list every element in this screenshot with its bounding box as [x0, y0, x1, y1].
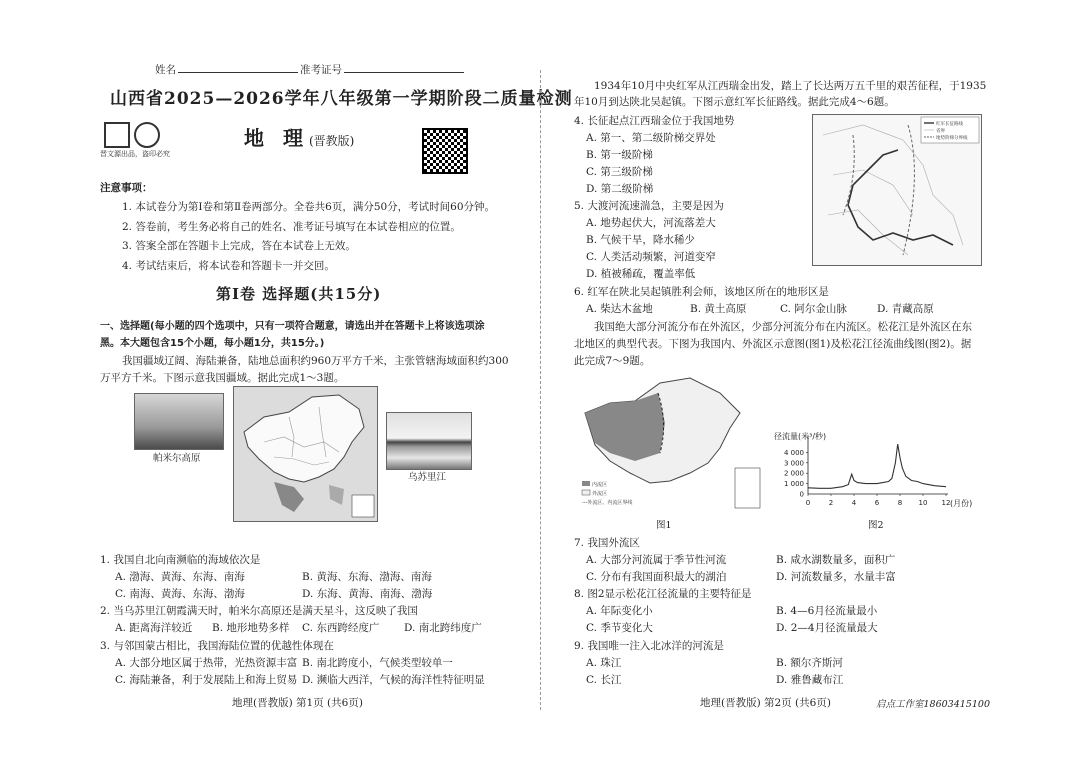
answer-option[interactable]: D. 雅鲁藏布江 — [776, 674, 844, 686]
x-tick-label: 2 — [828, 499, 834, 507]
answer-option[interactable]: B. 第一级阶梯 — [586, 149, 653, 161]
answer-option[interactable]: D. 2—4月径流量最大 — [776, 622, 878, 634]
answer-option[interactable]: A. 大部分河流属于季节性河流 — [586, 554, 727, 566]
y-tick-label: 3 000 — [783, 459, 804, 468]
intro-line: 万平方千米。下图示意我国疆域。据此完成1～3题。 — [100, 372, 345, 384]
seal-logo-icon — [134, 122, 160, 148]
name-field — [155, 62, 466, 77]
answer-option[interactable]: B. 额尔齐斯河 — [776, 657, 843, 669]
answer-option[interactable]: A. 柴达木盆地 — [586, 303, 653, 315]
answer-option[interactable]: C. 第三级阶梯 — [586, 166, 653, 178]
answer-option[interactable]: D. 东海、黄海、南海、渤海 — [302, 588, 433, 600]
intro-line: 1934年10月中央红军从江西瑞金出发，踏上了长达两万五千里的艰苦征程，于1935 — [594, 80, 987, 92]
question-stem: 7. 我国外流区 — [574, 537, 640, 549]
page-footer: 地理(晋教版) 第2页 (共6页) — [700, 697, 831, 709]
notice-item: 3. 答案全部在答题卡上完成，答在本试卷上无效。 — [122, 240, 356, 252]
answer-option[interactable]: B. 咸水湖数量多，面积广 — [776, 554, 896, 566]
question-stem: 3. 与邻国蒙古相比，我国海陆位置的优越性体现在 — [100, 640, 334, 652]
answer-option[interactable]: C. 东西跨经度广 — [302, 622, 380, 634]
answer-option[interactable]: C. 季节变化大 — [586, 622, 653, 634]
fig1-caption: 图1 — [656, 520, 672, 531]
question-stem: 5. 大渡河流速湍急，主要是因为 — [574, 200, 724, 212]
question-stem: 1. 我国自北向南濒临的海域依次是 — [100, 554, 261, 566]
section-title: 第Ⅰ卷 选择题(共15分) — [216, 285, 382, 303]
instruction-line: 一、选择题(每小题的四个选项中，只有一项符合题意，请选出并在答题卡上将该选项涂 — [100, 321, 485, 332]
x-tick-label: 12 — [941, 499, 951, 507]
runoff-series-line — [808, 444, 946, 488]
subject-name: 地 理 — [244, 126, 309, 150]
answer-option[interactable]: A. 大部分地区属于热带，光热资源丰富 — [115, 657, 298, 669]
answer-option[interactable]: A. 地势起伏大，河流落差大 — [586, 217, 716, 229]
answer-option[interactable]: B. 4—6月径流量最小 — [776, 605, 878, 617]
answer-option[interactable]: D. 第二级阶梯 — [586, 183, 654, 195]
ussuri-photo — [386, 412, 472, 470]
answer-option[interactable]: B. 气候干旱，降水稀少 — [586, 234, 695, 246]
answer-option[interactable]: B. 地形地势多样 — [212, 622, 290, 634]
answer-option[interactable]: C. 阿尔金山脉 — [780, 303, 847, 315]
edition-label: (晋教版) — [308, 134, 355, 148]
drainage-map — [580, 373, 765, 513]
fig1-legend-label: 内流区 — [592, 482, 608, 488]
notice-item: 1. 本试卷分为第Ⅰ卷和第Ⅱ卷两部分。全卷共6页，满分50分，考试时间60分钟。 — [122, 201, 496, 213]
answer-option[interactable]: B. 黄土高原 — [690, 303, 747, 315]
notice-item: 2. 答卷前，考生务必将自己的姓名、准考证号填写在本试卷相应的位置。 — [122, 221, 461, 233]
x-tick-label: 8 — [897, 499, 903, 507]
map-legend-label: 红军长征路线 — [936, 122, 963, 127]
fig1-legend-label: ---外流区、内流区界线 — [582, 500, 633, 506]
notice-title: 注意事项： — [100, 182, 153, 194]
answer-option[interactable]: C. 长江 — [586, 674, 622, 686]
chart-ylabel: 径流量(米³/秒) — [774, 432, 827, 441]
intro-line: 此完成7～9题。 — [574, 355, 651, 367]
x-tick-label: 0 — [805, 499, 811, 507]
fig1-legend-label: 外流区 — [592, 491, 608, 497]
exam-id-label: 准考证号 — [300, 64, 342, 76]
answer-option[interactable]: D. 河流数量多，水量丰富 — [776, 571, 896, 583]
question-stem: 6. 红军在陕北吴起镇胜利会师，该地区所在的地形区是 — [574, 286, 829, 298]
name-blank — [178, 62, 298, 73]
answer-option[interactable]: D. 植被稀疏，覆盖率低 — [586, 268, 696, 280]
publisher-logo-icon — [104, 122, 130, 148]
intro-line: 我国绝大部分河流分布在外流区，少部分河流分布在内流区。松花江是外流区在东 — [594, 321, 972, 333]
x-tick-label: 10 — [918, 499, 928, 507]
answer-option[interactable]: C. 人类活动频繁，河道变窄 — [586, 251, 716, 263]
question-stem: 8. 图2显示松花江径流量的主要特征是 — [574, 588, 752, 600]
question-stem: 9. 我国唯一注入北冰洋的河流是 — [574, 640, 724, 652]
map-legend-label: 省界 — [936, 129, 945, 134]
chart-xlabel: (月份) — [950, 499, 973, 508]
qr-code-icon[interactable] — [422, 128, 468, 174]
answer-option[interactable]: C. 南海、黄海、东海、渤海 — [115, 588, 245, 600]
chart-axes — [784, 436, 951, 507]
answer-option[interactable]: D. 濒临大西洋，气候的海洋性特征明显 — [302, 674, 485, 686]
pamir-photo — [134, 393, 224, 450]
answer-option[interactable]: C. 分布有我国面积最大的湖泊 — [586, 571, 727, 583]
map-legend-label: 地势阶梯分界线 — [936, 136, 968, 141]
intro-line: 年10月到达陕北吴起镇。下图示意红军长征路线。据此完成4～6题。 — [574, 96, 895, 108]
answer-option[interactable]: D. 青藏高原 — [877, 303, 934, 315]
y-tick-label: 2 000 — [783, 469, 804, 478]
x-tick-label: 6 — [874, 499, 880, 507]
logo-caption: 晋文源出品，盗印必究 — [100, 150, 170, 158]
x-tick-label: 4 — [851, 499, 857, 507]
y-tick-label: 4 000 — [783, 448, 804, 457]
answer-option[interactable]: B. 黄海、东海、渤海、南海 — [302, 571, 432, 583]
long-march-map — [812, 114, 982, 266]
china-territory-map — [233, 386, 378, 522]
answer-option[interactable]: A. 珠江 — [586, 657, 622, 669]
exam-id-blank — [344, 62, 464, 73]
answer-option[interactable]: B. 南北跨度小，气候类型较单一 — [302, 657, 453, 669]
y-tick-label: 1 000 — [783, 480, 804, 489]
page-2 — [540, 0, 1080, 764]
answer-option[interactable]: C. 海陆兼备，利于发展陆上和海上贸易 — [115, 674, 298, 686]
instruction-line: 黑。本大题包含15个小题，每小题1分，共15分。) — [100, 338, 325, 349]
page-footer: 地理(晋教版) 第1页 (共6页) — [232, 697, 363, 709]
answer-option[interactable]: A. 距离海洋较近 — [115, 622, 193, 634]
runoff-chart — [768, 428, 988, 518]
exam-title: 山西省2025—2026学年八年级第一学期阶段二质量检测 — [110, 89, 573, 109]
pamir-caption: 帕米尔高原 — [153, 453, 201, 464]
intro-line: 我国疆域辽阔、海陆兼备，陆地总面积约960万平方千米，主张管辖海域面积约300 — [122, 355, 509, 367]
intro-line: 北地区的典型代表。下图为我国内、外流区示意图(图1)及松花江径流曲线图(图2)。据 — [574, 338, 972, 350]
notice-item: 4. 考试结束后，将本试卷和答题卡一并交回。 — [122, 260, 335, 272]
y-tick-label: 0 — [799, 490, 804, 499]
fig2-caption: 图2 — [868, 520, 884, 531]
question-stem: 2. 当乌苏里江朝霞满天时，帕米尔高原还是满天星斗，这反映了我国 — [100, 605, 418, 617]
answer-option[interactable]: A. 第一、第二级阶梯交界处 — [586, 132, 716, 144]
ussuri-caption: 乌苏里江 — [408, 472, 447, 483]
answer-option[interactable]: A. 年际变化小 — [586, 605, 653, 617]
subject-title — [244, 126, 355, 150]
footer-right: 启点工作室18603415100 — [876, 699, 990, 710]
name-label: 姓名 — [155, 64, 176, 76]
answer-option[interactable]: A. 渤海、黄海、东海、南海 — [115, 571, 245, 583]
question-stem: 4. 长征起点江西瑞金位于我国地势 — [574, 115, 735, 127]
answer-option[interactable]: D. 南北跨纬度广 — [404, 622, 482, 634]
